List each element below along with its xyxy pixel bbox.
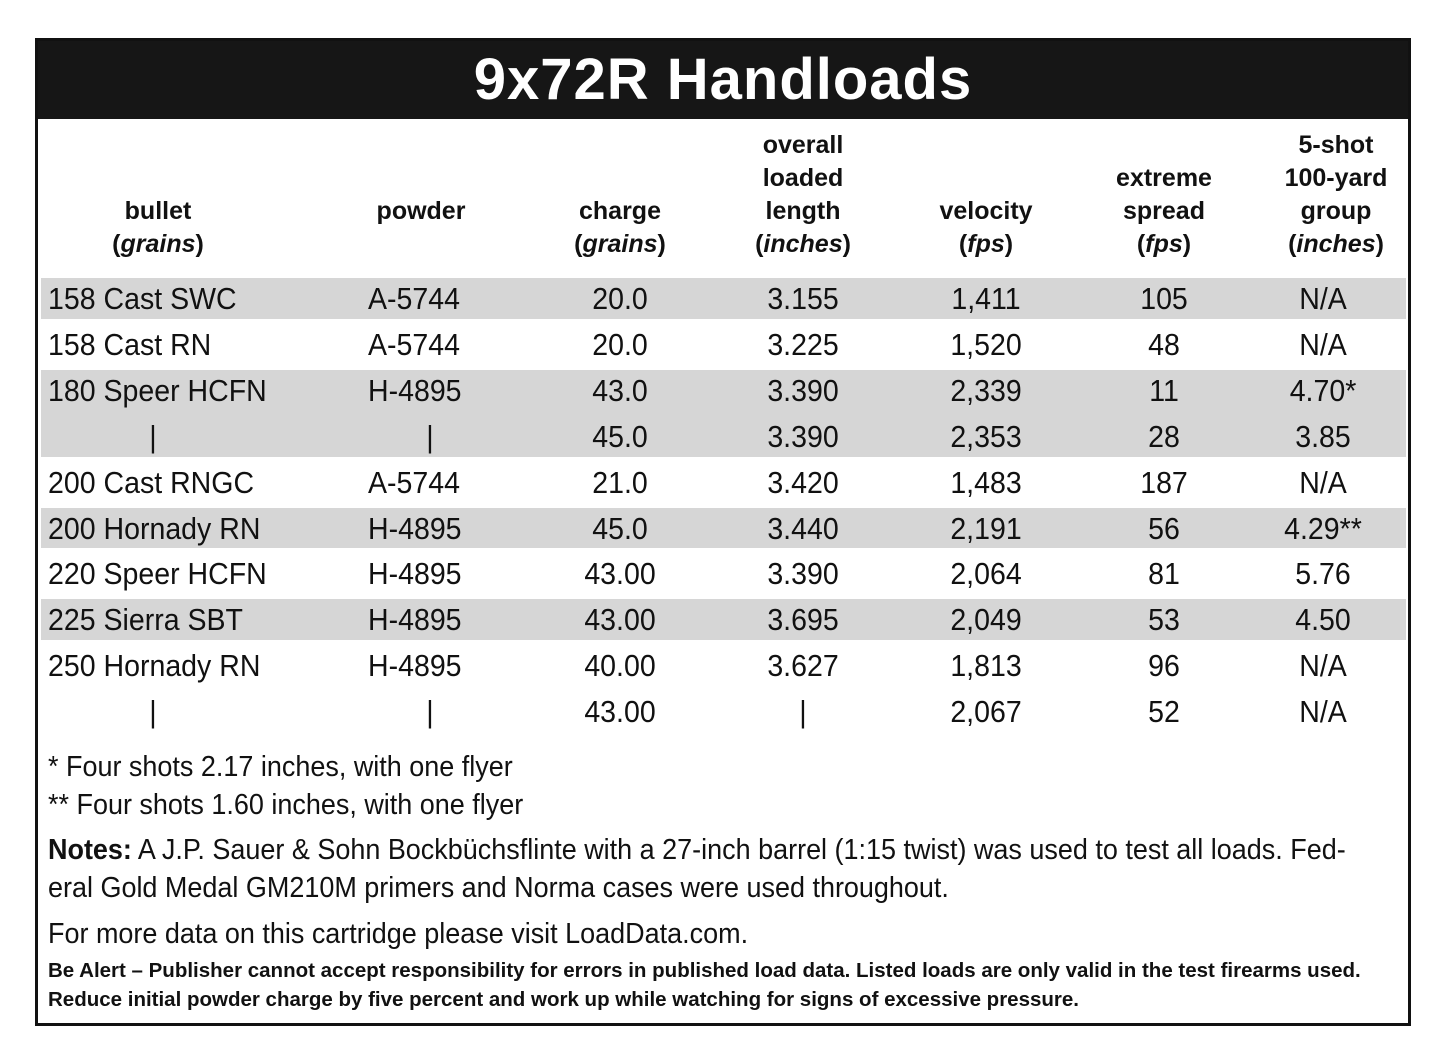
- table-cell: N/A: [1299, 648, 1347, 684]
- column-header-line: charge: [579, 197, 661, 225]
- table-cell: 20.0: [592, 281, 648, 316]
- table-cell: 21.0: [592, 464, 648, 500]
- table-cell: 3.390: [767, 372, 839, 408]
- column-header-line: 5-shot: [1298, 131, 1374, 159]
- table-cell: 3.440: [767, 510, 839, 546]
- table-cell: 48: [1148, 326, 1180, 362]
- column-header-unit: (grains): [112, 230, 204, 258]
- table-cell: 2,067: [950, 694, 1022, 730]
- table-cell: 2,049: [950, 602, 1022, 638]
- table-cell: |: [426, 418, 434, 454]
- table-cell: 1,813: [950, 648, 1022, 684]
- column-header-line: [377, 162, 466, 195]
- more-data-note: For more data on this cartridge please visit LoadData.com.: [48, 918, 749, 950]
- column-header-line: [574, 129, 666, 162]
- column-header-line: loaded: [762, 164, 844, 192]
- table-cell: |: [799, 694, 807, 730]
- table-cell: 28: [1148, 418, 1180, 454]
- table-cell: 45.0: [592, 510, 648, 546]
- table-cell: 4.50: [1295, 602, 1351, 638]
- column-header-line: length: [765, 197, 841, 225]
- column-header-line: 100-yard: [1284, 164, 1388, 192]
- table-cell: |: [149, 694, 157, 730]
- column-header-unit: (fps): [1136, 230, 1192, 258]
- table-cell: 200 Cast RNGC: [48, 464, 255, 500]
- table-cell: 3.627: [767, 648, 839, 684]
- table-cell: H-4895: [368, 648, 462, 684]
- table-cell: 1,520: [950, 326, 1022, 362]
- table-cell: 43.0: [592, 372, 648, 408]
- table-cell: 56: [1148, 510, 1180, 546]
- table-cell: 250 Hornady RN: [48, 648, 261, 684]
- column-header: [574, 129, 666, 261]
- table-cell: 187: [1140, 464, 1188, 500]
- column-header-line: extreme: [1116, 164, 1212, 192]
- table-cell: 1,411: [951, 281, 1021, 316]
- shaded-row-band: [41, 599, 1406, 640]
- column-header-line: powder: [376, 197, 466, 225]
- column-header: [377, 129, 466, 261]
- table-cell: N/A: [1299, 694, 1347, 730]
- column-header: [939, 129, 1032, 261]
- safety-alert: Be Alert – Publisher cannot accept responsibility for errors in published load data. Listed loads are only valid in the test firearms used. Reduce initial powder charge by five percent and work up while watching for signs of excessive pressure.: [48, 959, 1361, 1011]
- column-header-line: [939, 129, 1032, 162]
- table-cell: H-4895: [368, 510, 462, 546]
- table-cell: 43.00: [584, 602, 656, 638]
- column-header-unit: (inches): [755, 230, 851, 258]
- table-cell: H-4895: [368, 556, 462, 592]
- table-cell: 2,339: [950, 372, 1022, 408]
- table-cell: 5.76: [1295, 556, 1351, 592]
- column-header: [1285, 129, 1388, 261]
- table-cell: |: [426, 694, 434, 730]
- column-header: [1116, 129, 1212, 261]
- table-cell: 1,483: [950, 464, 1022, 500]
- table-cell: N/A: [1299, 326, 1347, 362]
- table-cell: 2,064: [950, 556, 1022, 592]
- table-cell: 3.155: [767, 281, 839, 316]
- notes-label: Notes:: [48, 834, 132, 866]
- table-cell: A-5744: [368, 281, 460, 316]
- table-cell: 43.00: [584, 556, 656, 592]
- column-header-line: [1116, 129, 1212, 162]
- table-cell: 4.70*: [1289, 372, 1357, 408]
- table-cell: H-4895: [368, 372, 462, 408]
- table-cell: |: [149, 418, 157, 454]
- table-cell: N/A: [1299, 281, 1347, 316]
- column-header-unit: (inches): [1288, 230, 1384, 258]
- column-header-unit: (fps): [958, 230, 1014, 258]
- table-cell: A-5744: [368, 464, 460, 500]
- footnote-1: * Four shots 2.17 inches, with one flyer: [48, 751, 513, 783]
- column-header-line: [377, 129, 466, 162]
- table-title: 9x72R Handloads: [38, 41, 1408, 119]
- table-cell: 40.00: [584, 648, 656, 684]
- table-cell: 53: [1148, 602, 1180, 638]
- table-cell: N/A: [1299, 464, 1347, 500]
- column-header-line: [939, 162, 1032, 195]
- column-header-line: [112, 162, 204, 195]
- table-cell: 3.390: [767, 418, 839, 454]
- table-cell: 3.695: [767, 602, 839, 638]
- table-cell: 96: [1148, 648, 1180, 684]
- shaded-row-band: [41, 278, 1406, 319]
- table-cell: 52: [1148, 694, 1180, 730]
- column-header-line: overall: [762, 131, 844, 159]
- column-header: [112, 129, 204, 261]
- column-header-line: [112, 129, 204, 162]
- column-header-line: bullet: [124, 197, 192, 225]
- notes-line-1: [48, 831, 1346, 869]
- table-cell: 2,191: [950, 510, 1022, 546]
- table-cell: 158 Cast SWC: [48, 281, 237, 316]
- column-header-unit: (grains): [574, 230, 666, 258]
- notes-text-1: A J.P. Sauer & Sohn Bockbüchsflinte with a 27-inch barrel (1:15 twist) was used to test all loads. Fed-: [131, 834, 1346, 866]
- table-cell: 11: [1149, 372, 1179, 408]
- column-header-line: [574, 162, 666, 195]
- table-cell: A-5744: [368, 326, 460, 362]
- column-header: [755, 129, 851, 261]
- table-cell: H-4895: [368, 602, 462, 638]
- table-cell: 225 Sierra SBT: [48, 602, 243, 638]
- table-cell: 158 Cast RN: [48, 326, 212, 362]
- table-cell: 105: [1140, 281, 1188, 316]
- table-cell: 43.00: [584, 694, 656, 730]
- table-cell: 81: [1148, 556, 1180, 592]
- handloads-table-panel: [35, 38, 1411, 1026]
- table-cell: 4.29**: [1284, 510, 1362, 546]
- notes-line-2: eral Gold Medal GM210M primers and Norma cases were used throughout.: [48, 872, 949, 904]
- column-header-line: spread: [1123, 197, 1205, 225]
- table-cell: 200 Hornady RN: [48, 510, 261, 546]
- table-cell: 220 Speer HCFN: [48, 556, 267, 592]
- column-header-unit: [377, 228, 466, 261]
- table-cell: 180 Speer HCFN: [48, 372, 267, 408]
- column-header-line: group: [1300, 197, 1372, 225]
- table-cell: 20.0: [592, 326, 648, 362]
- table-cell: 3.390: [767, 556, 839, 592]
- column-header-line: velocity: [939, 197, 1033, 225]
- footnote-2: ** Four shots 1.60 inches, with one flyer: [48, 789, 524, 821]
- table-cell: 3.85: [1295, 418, 1351, 454]
- table-cell: 3.225: [767, 326, 839, 362]
- table-cell: 3.420: [767, 464, 839, 500]
- table-cell: 45.0: [592, 418, 648, 454]
- table-cell: 2,353: [950, 418, 1022, 454]
